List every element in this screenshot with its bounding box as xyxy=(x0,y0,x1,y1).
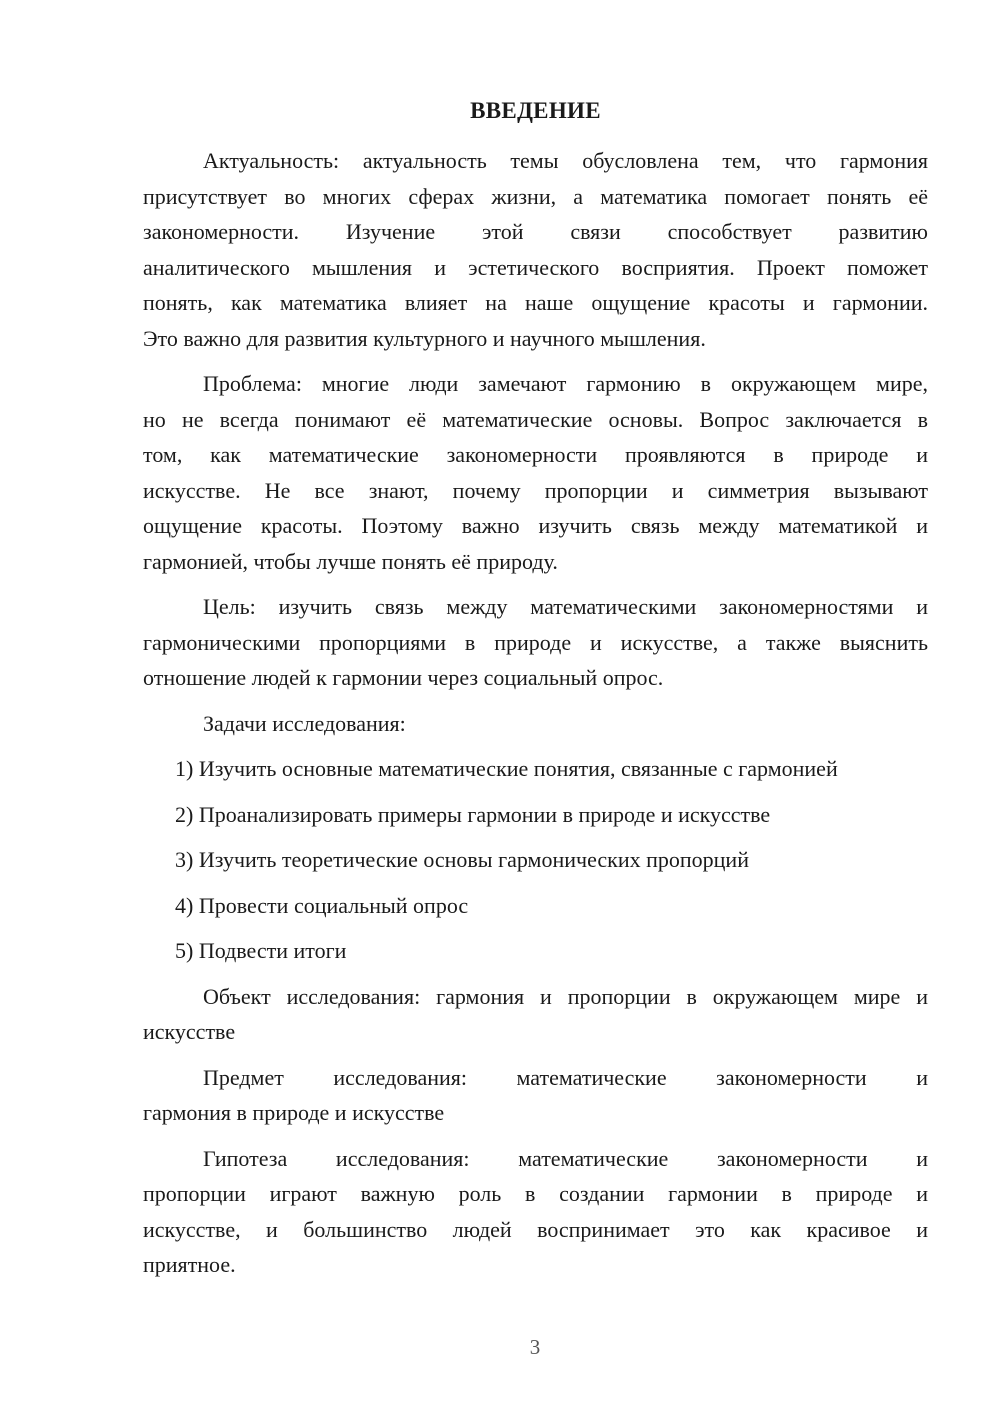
task-item: 3) Изучить теоретические основы гармонических пропорций xyxy=(175,847,749,872)
text-line: гармонией, чтобы лучше понять её природу. xyxy=(143,548,558,574)
body-text xyxy=(143,143,928,1293)
text-line: закономерности. Изучение этой связи способствует развитию xyxy=(143,219,928,244)
text-line: Предмет исследования: математические закономерности и xyxy=(203,1064,928,1090)
text-line: гармоническими пропорциями в природе и искусстве, а также выяснить xyxy=(143,629,928,655)
text-line: искусстве, и большинство людей воспринимает это как красивое и xyxy=(143,1216,928,1242)
task-item: 1) Изучить основные математические понятия, связанные с гармонией xyxy=(175,756,838,781)
text-line: Актуальность: актуальность темы обусловлена тем, что гармония xyxy=(203,148,928,173)
text-line: том, как математические закономерности проявляются в природе и xyxy=(143,442,928,467)
text-line: приятное. xyxy=(143,1252,236,1277)
subject-paragraph xyxy=(143,1060,928,1131)
problem-paragraph xyxy=(143,366,928,579)
task-item: 4) Провести социальный опрос xyxy=(175,892,469,918)
hypothesis-paragraph xyxy=(143,1141,928,1283)
text-line: искусстве xyxy=(143,1019,236,1044)
text-line: пропорции играют важную роль в создании гармонии в природе и xyxy=(143,1181,928,1206)
text-line: искусстве. Не все знают, почему пропорции и симметрия вызывают xyxy=(143,477,928,503)
text-line: Это важно для развития культурного и научного мышления. xyxy=(143,325,706,351)
goal-paragraph xyxy=(143,589,928,696)
text-line: Проблема: многие люди замечают гармонию в окружающем мире, xyxy=(203,371,928,396)
text-line: Объект исследования: гармония и пропорции в окружающем мире и xyxy=(203,983,928,1009)
relevance-paragraph xyxy=(143,143,928,356)
text-line: Цель: изучить связь между математическими закономерностями и xyxy=(203,594,928,619)
text-line: Гипотеза исследования: математические закономерности и xyxy=(203,1145,928,1171)
page-number: 3 xyxy=(529,1335,541,1359)
text-line: Задачи исследования: xyxy=(203,710,406,736)
task-item: 5) Подвести итоги xyxy=(175,938,347,963)
text-line: отношение людей к гармонии через социальный опрос. xyxy=(143,665,664,690)
tasks-heading xyxy=(143,706,928,742)
text-line: аналитического мышления и эстетического восприятия. Проект поможет xyxy=(143,254,928,280)
text-line: но не всегда понимают её математические основы. Вопрос заключается в xyxy=(143,406,928,432)
text-line: ощущение красоты. Поэтому важно изучить связь между математикой и xyxy=(143,513,928,538)
text-line: понять, как математика влияет на наше ощущение красоты и гармонии. xyxy=(143,290,928,315)
text-line: присутствует во многих сферах жизни, а математика помогает понять её xyxy=(143,183,928,209)
object-paragraph xyxy=(143,979,928,1050)
text-line: гармония в природе и искусстве xyxy=(143,1100,445,1125)
page-title: ВВЕДЕНИЕ xyxy=(470,98,601,123)
task-item: 2) Проанализировать примеры гармонии в природе и искусстве xyxy=(175,801,771,827)
